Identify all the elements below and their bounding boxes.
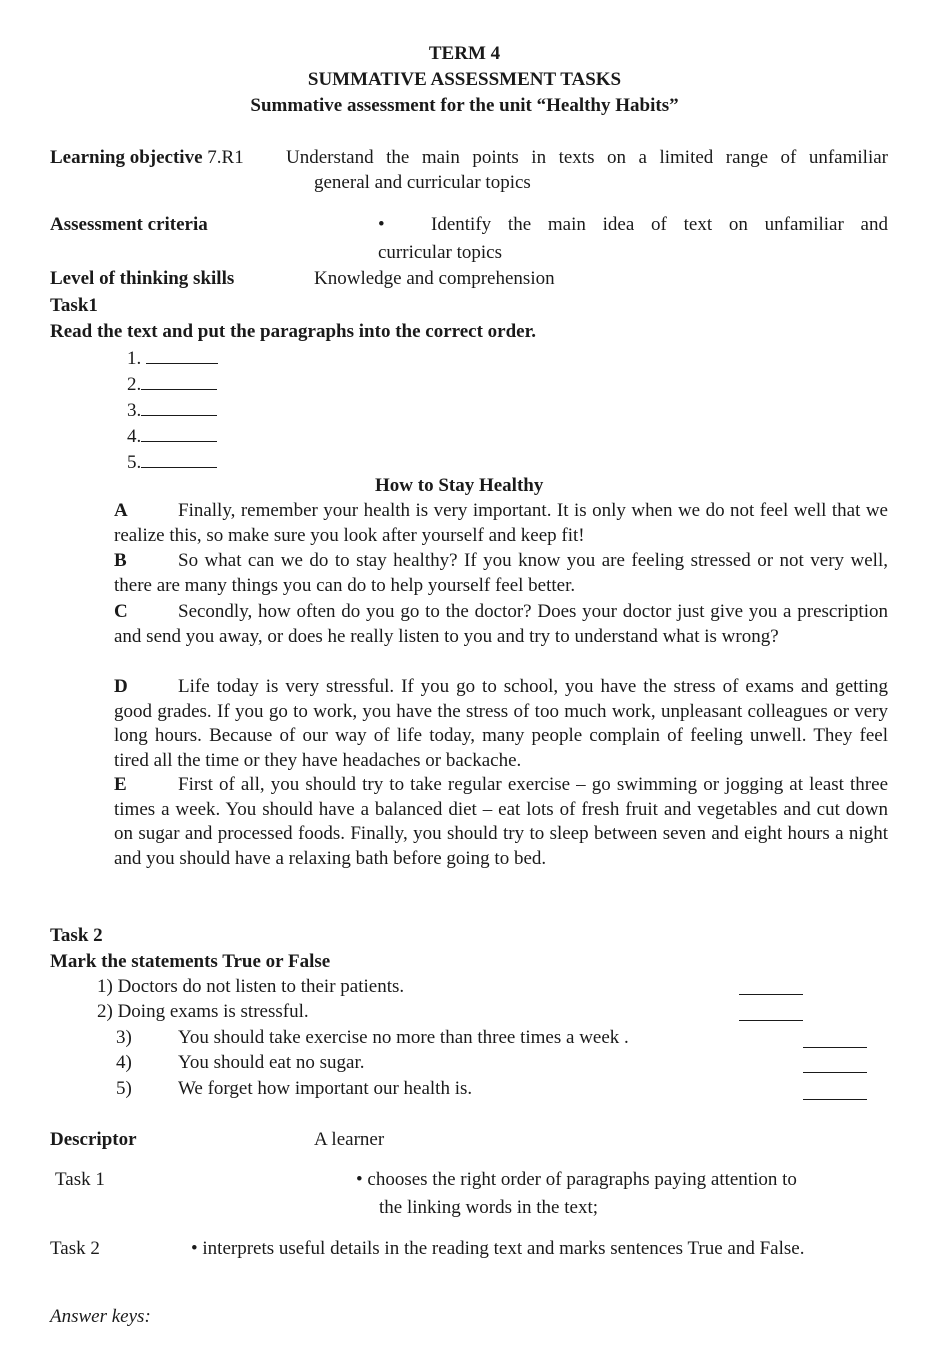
document-subtitle: Summative assessment for the unit “Healthy Habits” <box>250 95 679 116</box>
statement-1 <box>97 975 404 999</box>
paragraph-text: Secondly, how often do you go to the doctor? Does your doctor just give you a prescription and send you away, or does he really listen to you and try to understand what is wrong? <box>114 601 888 647</box>
descriptor-learner: A learner <box>314 1129 385 1150</box>
descriptor-task1-text-1: chooses the right order of paragraphs paying attention to <box>367 1169 797 1190</box>
paragraph-b <box>114 549 888 598</box>
descriptor-task1-text <box>356 1168 797 1192</box>
answer-blank[interactable] <box>141 449 217 468</box>
term-heading: TERM 4 <box>428 43 501 64</box>
statement-number: 5) <box>116 1078 132 1099</box>
task1-heading: Task1 <box>50 295 98 316</box>
descriptor-task1-text-2: the linking words in the text; <box>379 1197 599 1218</box>
statement-text: Doctors do not listen to their patients. <box>117 976 405 997</box>
answer-slot-1[interactable] <box>127 345 218 371</box>
answer-keys-label: Answer keys: <box>50 1306 151 1327</box>
learning-objective-label: Learning objective <box>50 147 203 168</box>
paragraph-a <box>114 499 888 548</box>
assessment-criteria-bullet: • <box>378 214 385 235</box>
paragraph-text: Finally, remember your health is very important. It is only when we do not feel well that we realize this, so make sure you look after yourself and keep fit! <box>114 500 888 546</box>
paragraph-c <box>114 600 888 649</box>
assessment-criteria-label: Assessment criteria <box>50 214 208 235</box>
descriptor-task2-text-1: interprets useful details in the reading text and marks sentences True and False. <box>202 1238 805 1259</box>
paragraph-letter: A <box>114 500 128 521</box>
statement-text: Doing exams is stressful. <box>117 1001 309 1022</box>
answer-slot-number: 3. <box>127 400 142 421</box>
answer-blank[interactable] <box>141 423 217 442</box>
statement-2-answer-blank[interactable] <box>739 1002 803 1021</box>
learning-objective-text-2: general and curricular topics <box>314 172 531 193</box>
bullet: • <box>191 1238 198 1259</box>
learning-objective-code: 7.R1 <box>207 147 244 168</box>
answer-slot-2[interactable] <box>127 371 217 397</box>
answer-blank[interactable] <box>146 345 218 364</box>
task1-instruction: Read the text and put the paragraphs into the correct order. <box>50 321 537 342</box>
learning-objective-row <box>50 146 244 170</box>
thinking-skills-value: Knowledge and comprehension <box>314 268 555 289</box>
task2-heading: Task 2 <box>50 925 103 946</box>
statement-number: 2) <box>97 1001 113 1022</box>
text-title: How to Stay Healthy <box>375 475 544 496</box>
task2-instruction: Mark the statements True or False <box>50 951 331 972</box>
assessment-criteria-text-2: curricular topics <box>378 242 502 263</box>
learning-objective-text-1: Understand the main points in texts on a limited range of unfamiliar <box>286 147 888 168</box>
statement-3-answer-blank[interactable] <box>803 1029 867 1048</box>
statement-5-answer-blank[interactable] <box>803 1081 867 1100</box>
document-title: SUMMATIVE ASSESSMENT TASKS <box>307 69 622 90</box>
statement-3 <box>116 1026 629 1050</box>
paragraph-letter: E <box>114 774 127 795</box>
paragraph-letter: D <box>114 676 128 697</box>
descriptor-task1-label: Task 1 <box>55 1169 105 1190</box>
statement-number: 1) <box>97 976 113 997</box>
answer-slot-3[interactable] <box>127 397 217 423</box>
statement-text: You should eat no sugar. <box>178 1052 365 1073</box>
answer-slot-number: 5. <box>127 452 142 473</box>
answer-blank[interactable] <box>141 371 217 390</box>
paragraph-letter: B <box>114 550 127 571</box>
statement-5 <box>116 1077 472 1101</box>
statement-4-answer-blank[interactable] <box>803 1054 867 1073</box>
descriptor-label: Descriptor <box>50 1129 137 1150</box>
paragraph-letter: C <box>114 601 128 622</box>
descriptor-task2-label: Task 2 <box>50 1238 100 1259</box>
statement-1-answer-blank[interactable] <box>739 976 803 995</box>
answer-blank[interactable] <box>141 397 217 416</box>
statement-2 <box>97 1000 309 1024</box>
paragraph-text: Life today is very stressful. If you go to school, you have the stress of exams and getting good grades. If you go to work, you have the stress of too much work, unpleasant colleagues or very long hours. Because of our way of life today, many people complain of feeling unwell. They feel tired all the time or they have headaches or backache. <box>114 676 888 771</box>
paragraph-e <box>114 773 888 871</box>
answer-slot-number: 1. <box>127 348 142 369</box>
statement-number: 4) <box>116 1052 132 1073</box>
descriptor-task2-text <box>191 1237 804 1261</box>
paragraph-d <box>114 675 888 773</box>
statement-text: We forget how important our health is. <box>178 1078 473 1099</box>
thinking-skills-label: Level of thinking skills <box>50 268 235 289</box>
statement-4 <box>116 1051 365 1075</box>
answer-slot-4[interactable] <box>127 423 217 449</box>
assessment-criteria-text-1: Identify the main idea of text on unfamiliar and <box>431 214 888 235</box>
statement-number: 3) <box>116 1027 132 1048</box>
answer-slot-number: 2. <box>127 374 142 395</box>
bullet: • <box>356 1169 363 1190</box>
statement-text: You should take exercise no more than three times a week . <box>178 1027 629 1048</box>
paragraph-text: So what can we do to stay healthy? If you know you are feeling stressed or not very well, there are many things you can do to help yourself feel better. <box>114 550 888 596</box>
paragraph-text: First of all, you should try to take regular exercise – go swimming or jogging at least three times a week. You should have a balanced diet – eat lots of fresh fruit and vegetables and cut down on sugar and processed foods. Finally, you should try to sleep between seven and eight hours a night and you should have a relaxing bath before going to bed. <box>114 774 888 869</box>
answer-slot-5[interactable] <box>127 449 217 475</box>
answer-slot-number: 4. <box>127 426 142 447</box>
